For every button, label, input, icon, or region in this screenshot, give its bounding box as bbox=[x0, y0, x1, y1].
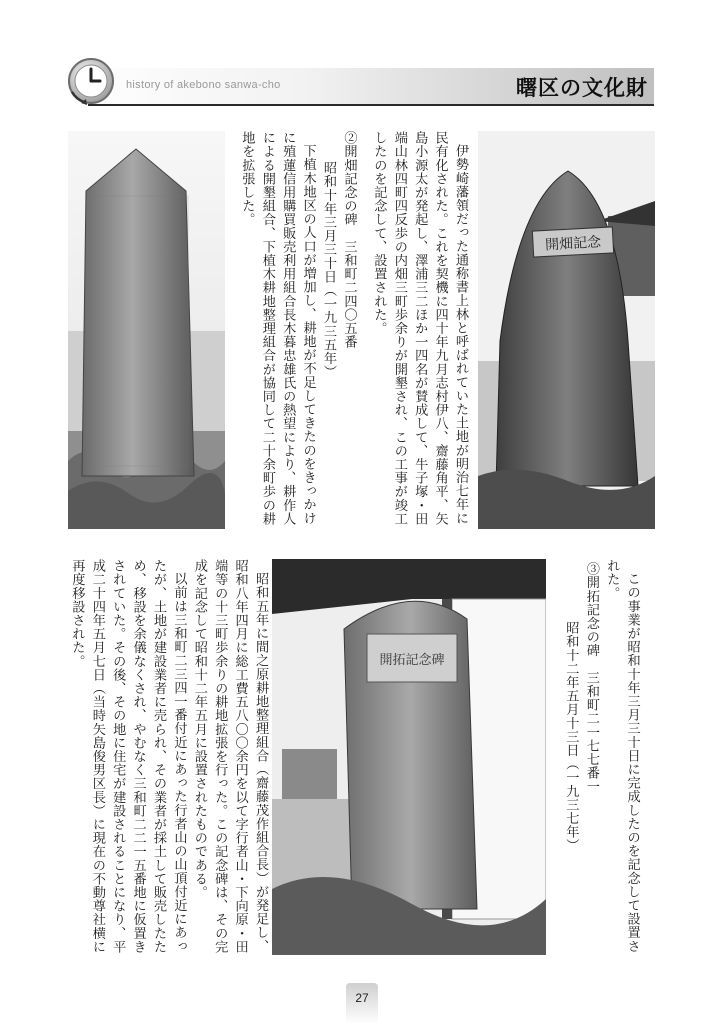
monument-3-body-1: 昭和五年に間之原耕地整理組合（齋藤茂作組合長）が発足し、昭和八年四月に総工費五八〇〇余円を以て字行者山・下向原・田端等の十三町歩余りの耕地拡張を行った。この記念碑は、その完成を記念して昭和十二年五月に設置されたものである。 bbox=[191, 559, 269, 954]
monument-2-heading: ②開畑記念の碑 三和町二四〇五番 bbox=[341, 131, 357, 349]
monument-3-header-text bbox=[560, 559, 642, 955]
page-number: 27 bbox=[355, 991, 369, 1005]
monument-3-date: 昭和十二年五月十三日（一九三七年） bbox=[563, 621, 579, 853]
monument-3-body-2: 以前は三和町二三四一番付近にあった行者山の山頂付近にあったが、土地が建設業者に売られ、その業者が採土して販売したため、移設を余儀なくされ、やむなく三和町二二一五番地に仮置きされていた。その後、その地に住宅が建設されることになり、平成二十四年五月七日（当時矢島俊男区長）に現在の不動尊社横に再度移設された。 bbox=[69, 559, 187, 954]
monument-photo-center bbox=[272, 559, 546, 955]
header-subtitle: history of akebono sanwa-cho bbox=[126, 79, 281, 91]
monument-3-text bbox=[66, 559, 270, 955]
monument-3-heading: ③開拓記念の碑 三和町二一七七番一 bbox=[583, 561, 599, 793]
monument-plaque-center: 開拓記念碑 bbox=[379, 653, 445, 668]
page-title: 曙区の文化財 bbox=[516, 76, 648, 100]
monument-2-text bbox=[236, 131, 358, 529]
monument-photo-left bbox=[68, 131, 225, 529]
monument-2-body: 下植木地区の人口が増加し、耕地が不足してきたのをきっかけに殖蓮信用購買販売利用組合長木暮忠雄氏の熱望により、耕作人による開墾組合、下植木耕地整理組合が協同して二十余町歩の耕地を拡張した。 bbox=[239, 131, 316, 526]
monument-1-body: 伊勢崎藩領だった通称書上林と呼ばれていた土地が明治七年に民有化された。これを契機に四十年九月志村伊八、齋藤角平、矢島小源太が発起し、澤浦三二ほか一四名が賛成して、牛子塚・田端山林四町四反歩の内畑三町歩余りが開墾され、この工事が竣工したのを記念して、設置された。 bbox=[371, 131, 469, 526]
monument-photo-right bbox=[478, 131, 655, 529]
monument-plaque-right: 開畑記念 bbox=[544, 234, 602, 254]
clock-icon bbox=[66, 56, 116, 106]
header-rule bbox=[88, 104, 654, 106]
monument-1-text bbox=[368, 131, 470, 529]
monument-2-closing: この事業が昭和十年三月三十日に完成したのを記念して設置された。 bbox=[604, 559, 640, 953]
monument-2-date: 昭和十年三月三十日（一九三五年） bbox=[321, 161, 337, 379]
